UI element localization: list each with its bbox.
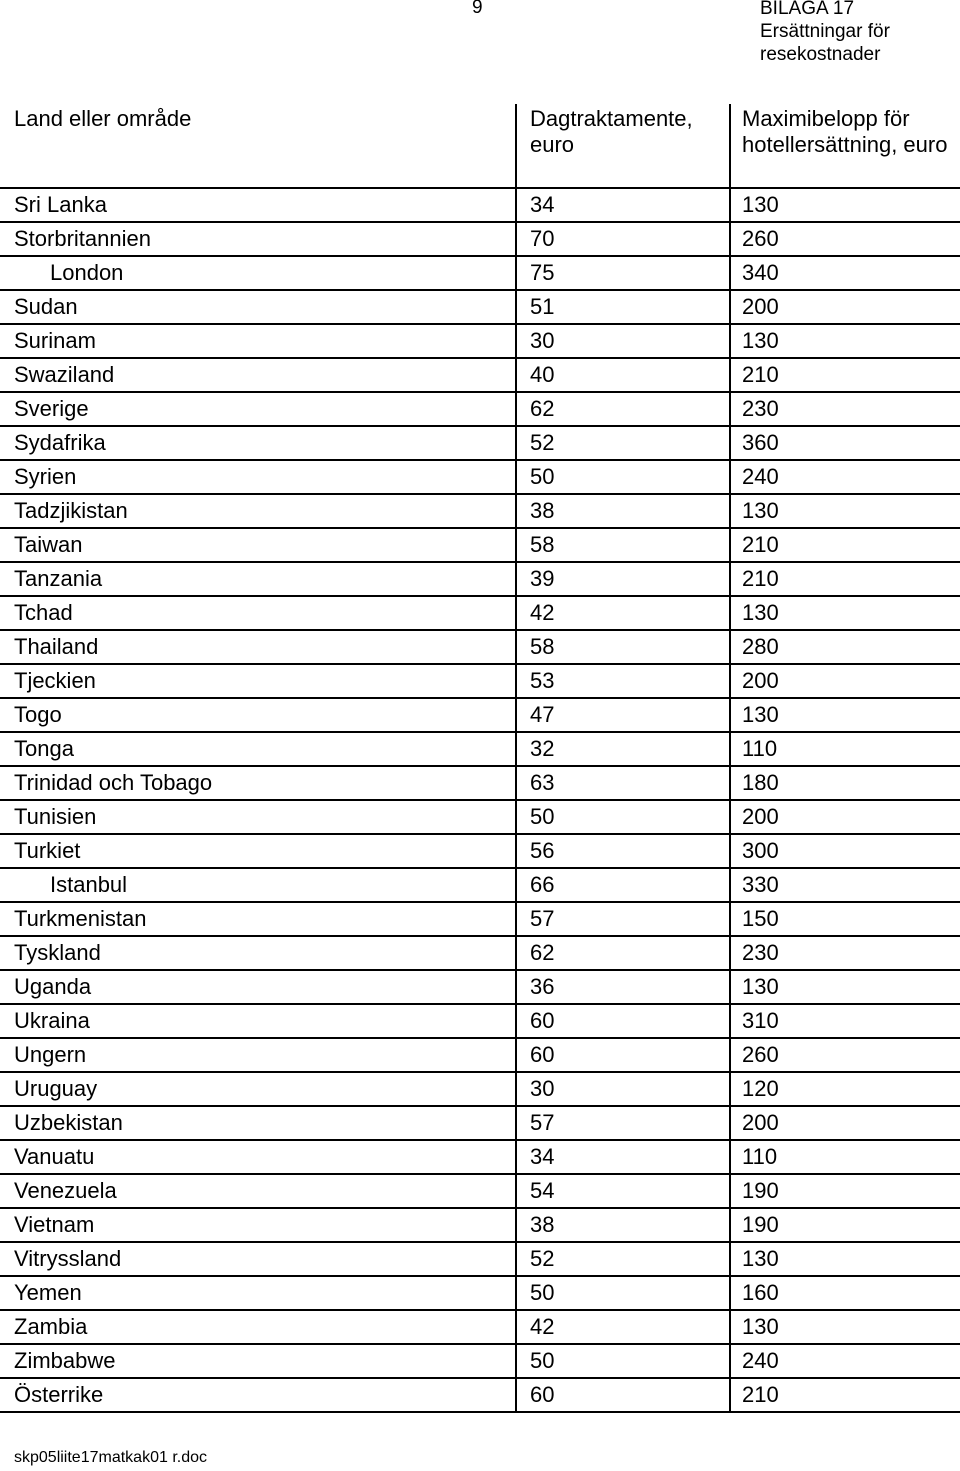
table-row <box>0 1174 960 1208</box>
table-row <box>0 596 960 630</box>
cell-country: Österrike <box>0 1378 516 1412</box>
table-row <box>0 1310 960 1344</box>
cell-hotel-max: 150 <box>730 902 960 936</box>
cell-daily-allowance: 75 <box>516 256 730 290</box>
cell-daily-allowance: 51 <box>516 290 730 324</box>
cell-country: Tchad <box>0 596 516 630</box>
cell-hotel-max: 130 <box>730 970 960 1004</box>
cell-hotel-max: 260 <box>730 1038 960 1072</box>
cell-hotel-max: 130 <box>730 596 960 630</box>
table-row <box>0 698 960 732</box>
table-row <box>0 256 960 290</box>
cell-hotel-max: 160 <box>730 1276 960 1310</box>
cell-country: Swaziland <box>0 358 516 392</box>
cell-daily-allowance: 57 <box>516 902 730 936</box>
cell-daily-allowance: 60 <box>516 1004 730 1038</box>
table-row <box>0 766 960 800</box>
column-header-country: Land eller område <box>0 104 516 188</box>
table-row <box>0 936 960 970</box>
cell-country: Taiwan <box>0 528 516 562</box>
table-row <box>0 1038 960 1072</box>
cell-country: Sudan <box>0 290 516 324</box>
cell-hotel-max: 200 <box>730 290 960 324</box>
cell-hotel-max: 110 <box>730 1140 960 1174</box>
cell-daily-allowance: 30 <box>516 324 730 358</box>
table-row <box>0 460 960 494</box>
cell-daily-allowance: 34 <box>516 188 730 222</box>
cell-country: Vanuatu <box>0 1140 516 1174</box>
cell-daily-allowance: 50 <box>516 1344 730 1378</box>
table-row <box>0 426 960 460</box>
cell-hotel-max: 260 <box>730 222 960 256</box>
table-row <box>0 324 960 358</box>
appendix-line: Ersättningar för <box>760 21 890 42</box>
cell-daily-allowance: 36 <box>516 970 730 1004</box>
cell-daily-allowance: 52 <box>516 426 730 460</box>
table-row <box>0 188 960 222</box>
footer-filename: skp05liite17matkak01 r.doc <box>14 1449 207 1466</box>
cell-country: Tjeckien <box>0 664 516 698</box>
column-header-daily-allowance: Dagtraktamente, euro <box>516 104 730 188</box>
cell-country: Istanbul <box>0 868 516 902</box>
cell-hotel-max: 300 <box>730 834 960 868</box>
cell-daily-allowance: 39 <box>516 562 730 596</box>
appendix-line: resekostnader <box>760 44 881 65</box>
cell-country: Tadzjikistan <box>0 494 516 528</box>
appendix-line: BILAGA 17 <box>760 0 855 19</box>
cell-country: Sri Lanka <box>0 188 516 222</box>
cell-country: Surinam <box>0 324 516 358</box>
cell-hotel-max: 240 <box>730 1344 960 1378</box>
cell-hotel-max: 110 <box>730 732 960 766</box>
table-row <box>0 834 960 868</box>
cell-daily-allowance: 58 <box>516 528 730 562</box>
table-row <box>0 1242 960 1276</box>
cell-country: Storbritannien <box>0 222 516 256</box>
cell-hotel-max: 340 <box>730 256 960 290</box>
cell-hotel-max: 210 <box>730 1378 960 1412</box>
table-row <box>0 1004 960 1038</box>
cell-country: Uganda <box>0 970 516 1004</box>
cell-hotel-max: 190 <box>730 1208 960 1242</box>
cell-hotel-max: 230 <box>730 936 960 970</box>
cell-country: Sverige <box>0 392 516 426</box>
cell-hotel-max: 310 <box>730 1004 960 1038</box>
table-row <box>0 222 960 256</box>
cell-hotel-max: 180 <box>730 766 960 800</box>
cell-country: Zimbabwe <box>0 1344 516 1378</box>
cell-country: Tonga <box>0 732 516 766</box>
table-row <box>0 1072 960 1106</box>
table-row <box>0 562 960 596</box>
page-number: 9 <box>472 0 483 18</box>
table-header-row <box>0 104 960 188</box>
cell-country: Thailand <box>0 630 516 664</box>
cell-country: Syrien <box>0 460 516 494</box>
cell-daily-allowance: 54 <box>516 1174 730 1208</box>
cell-daily-allowance: 53 <box>516 664 730 698</box>
cell-country: Trinidad och Tobago <box>0 766 516 800</box>
cell-daily-allowance: 56 <box>516 834 730 868</box>
cell-daily-allowance: 62 <box>516 392 730 426</box>
cell-daily-allowance: 50 <box>516 800 730 834</box>
table-row <box>0 970 960 1004</box>
table-row <box>0 1344 960 1378</box>
cell-country: Uzbekistan <box>0 1106 516 1140</box>
cell-hotel-max: 240 <box>730 460 960 494</box>
table-row <box>0 732 960 766</box>
table-row <box>0 358 960 392</box>
cell-daily-allowance: 32 <box>516 732 730 766</box>
cell-daily-allowance: 30 <box>516 1072 730 1106</box>
cell-hotel-max: 190 <box>730 1174 960 1208</box>
cell-hotel-max: 130 <box>730 324 960 358</box>
table-row <box>0 664 960 698</box>
cell-hotel-max: 130 <box>730 1242 960 1276</box>
cell-country: Tanzania <box>0 562 516 596</box>
table-row <box>0 868 960 902</box>
cell-hotel-max: 210 <box>730 358 960 392</box>
cell-daily-allowance: 42 <box>516 596 730 630</box>
cell-country: Uruguay <box>0 1072 516 1106</box>
table-body <box>0 188 960 1412</box>
table-row <box>0 630 960 664</box>
cell-daily-allowance: 38 <box>516 1208 730 1242</box>
table-row <box>0 494 960 528</box>
cell-hotel-max: 130 <box>730 1310 960 1344</box>
cell-daily-allowance: 50 <box>516 460 730 494</box>
cell-hotel-max: 130 <box>730 494 960 528</box>
cell-daily-allowance: 40 <box>516 358 730 392</box>
cell-country: London <box>0 256 516 290</box>
cell-hotel-max: 200 <box>730 664 960 698</box>
travel-allowance-table <box>0 104 960 1413</box>
table-row <box>0 1140 960 1174</box>
cell-country: Togo <box>0 698 516 732</box>
cell-daily-allowance: 60 <box>516 1378 730 1412</box>
cell-hotel-max: 120 <box>730 1072 960 1106</box>
cell-hotel-max: 200 <box>730 1106 960 1140</box>
cell-daily-allowance: 62 <box>516 936 730 970</box>
cell-daily-allowance: 34 <box>516 1140 730 1174</box>
cell-daily-allowance: 57 <box>516 1106 730 1140</box>
cell-daily-allowance: 47 <box>516 698 730 732</box>
table-row <box>0 1106 960 1140</box>
cell-hotel-max: 230 <box>730 392 960 426</box>
cell-hotel-max: 330 <box>730 868 960 902</box>
table-row <box>0 1378 960 1412</box>
cell-hotel-max: 210 <box>730 562 960 596</box>
cell-hotel-max: 280 <box>730 630 960 664</box>
cell-country: Tunisien <box>0 800 516 834</box>
cell-daily-allowance: 60 <box>516 1038 730 1072</box>
cell-hotel-max: 210 <box>730 528 960 562</box>
table-row <box>0 800 960 834</box>
cell-daily-allowance: 66 <box>516 868 730 902</box>
cell-country: Zambia <box>0 1310 516 1344</box>
cell-country: Vietnam <box>0 1208 516 1242</box>
cell-daily-allowance: 42 <box>516 1310 730 1344</box>
cell-daily-allowance: 70 <box>516 222 730 256</box>
cell-daily-allowance: 63 <box>516 766 730 800</box>
cell-daily-allowance: 50 <box>516 1276 730 1310</box>
cell-country: Ukraina <box>0 1004 516 1038</box>
cell-country: Ungern <box>0 1038 516 1072</box>
cell-daily-allowance: 38 <box>516 494 730 528</box>
cell-daily-allowance: 58 <box>516 630 730 664</box>
cell-hotel-max: 130 <box>730 188 960 222</box>
cell-hotel-max: 360 <box>730 426 960 460</box>
table-row <box>0 1276 960 1310</box>
cell-country: Sydafrika <box>0 426 516 460</box>
cell-country: Venezuela <box>0 1174 516 1208</box>
table-row <box>0 392 960 426</box>
cell-daily-allowance: 52 <box>516 1242 730 1276</box>
cell-country: Tyskland <box>0 936 516 970</box>
table-row <box>0 528 960 562</box>
cell-country: Yemen <box>0 1276 516 1310</box>
cell-hotel-max: 200 <box>730 800 960 834</box>
appendix-heading <box>760 0 890 66</box>
cell-country: Turkmenistan <box>0 902 516 936</box>
column-header-hotel-max: Maximibelopp för hotellersättning, euro <box>730 104 960 188</box>
table-row <box>0 290 960 324</box>
cell-hotel-max: 130 <box>730 698 960 732</box>
cell-country: Vitryssland <box>0 1242 516 1276</box>
table-row <box>0 902 960 936</box>
cell-country: Turkiet <box>0 834 516 868</box>
table-row <box>0 1208 960 1242</box>
